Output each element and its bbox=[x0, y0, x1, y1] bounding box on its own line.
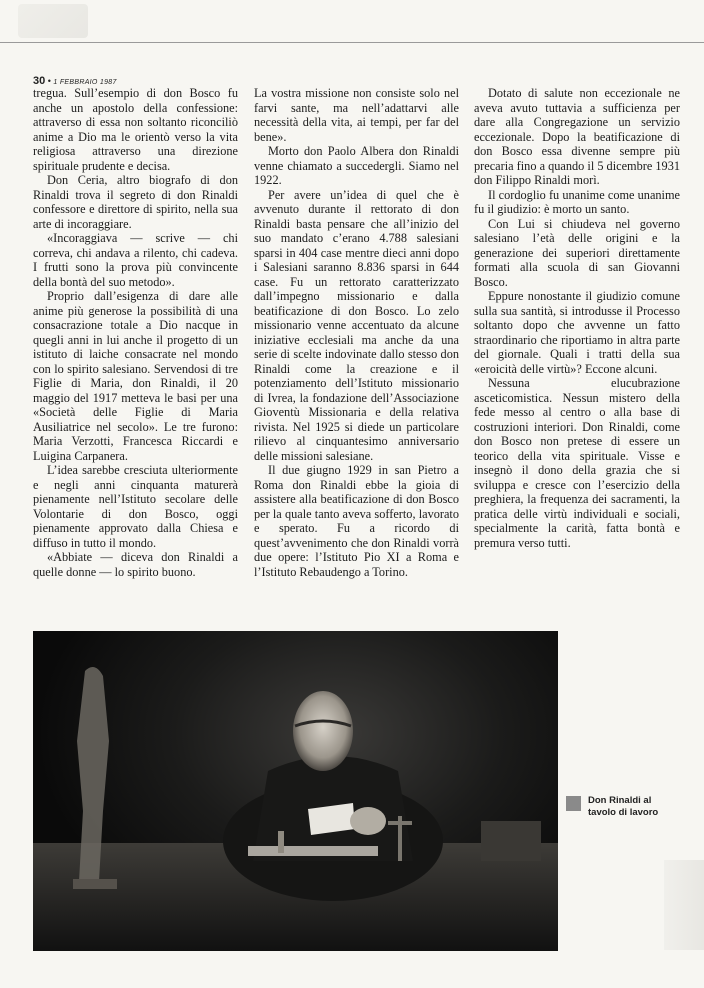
statuette-base bbox=[73, 879, 117, 889]
paragraph: Proprio dall’esigenza di dare alle anime più generose la possibilità di una consacrazione totale a Dio nacque in quegli anni in lui anche il progetto di un istituto di laiche consacrate nel mondo con lo spirito salesiano. Servendosi di tre Figlie di Maria, don Rinaldi, il 20 maggio del 1917 metteva le basi per una «Società delle Figlie di Maria Ausiliatrice nel secolo». Le tre furono: Maria Verzotti, Francesca Riccardi e Luigina Carpanera. bbox=[33, 289, 238, 463]
photo-don-rinaldi bbox=[33, 631, 558, 951]
header-rule bbox=[0, 42, 704, 43]
photo-illustration bbox=[33, 631, 558, 951]
caption-marker bbox=[566, 796, 581, 811]
face bbox=[293, 691, 353, 771]
paragraph: Il cordoglio fu unanime come unanime fu il giudizio: è morto un santo. bbox=[474, 187, 680, 216]
issue-date: 1 FEBBRAIO 1987 bbox=[53, 79, 117, 86]
paragraph: La vostra missione non consiste solo nel farvi sante, ma nell’adattarvi alle necessità della vita, ai tempi, per far del bene». bbox=[254, 86, 459, 144]
text-column-3 bbox=[474, 86, 680, 550]
paragraph: Eppure nonostante il giudizio comune sulla sua santità, si introdusse il Processo soltanto dopo che avvenne un fatto straordinario che riportiamo in altra parte del giornale. Quali i tratti della sua «eroicità delle virtù»? Eccone alcuni. bbox=[474, 289, 680, 376]
crucifix-bar bbox=[388, 821, 412, 825]
text-column-2 bbox=[254, 86, 459, 579]
paragraph: Il due giugno 1929 in san Pietro a Roma don Rinaldi ebbe la gioia di assistere alla beatificazione di don Bosco per la quale tanto aveva sofferto, lavorato e sperato. Fu a ricordo di quest’avvenimento che don Rinaldi vorrà due opere: l’Istituto Pio XI a Roma e l’Istituto Rebaudengo a Torino. bbox=[254, 463, 459, 579]
pen-stand bbox=[278, 831, 284, 853]
paragraph: «Incoraggiava — scrive — chi correva, chi andava a rilento, chi cadeva. I frutti sono la prova più convincente della bontà del suo metodo». bbox=[33, 231, 238, 289]
faded-masthead-mark bbox=[18, 4, 88, 38]
faded-bleed-through bbox=[664, 860, 704, 950]
paragraph: Morto don Paolo Albera don Rinaldi venne chiamato a succedergli. Siamo nel 1922. bbox=[254, 144, 459, 187]
folio-separator: • bbox=[47, 76, 54, 86]
books-stack bbox=[481, 821, 541, 861]
inkwell-tray bbox=[248, 846, 378, 856]
page-number: 30 bbox=[33, 75, 46, 87]
paragraph: Dotato di salute non eccezionale ne aveva avuto tuttavia a sufficienza per dare alla Congregazione un servizio eccezionale. Dopo la beatificazione di don Bosco essa divenne sempre più precaria fino a quando il 5 dicembre 1931 don Filippo Rinaldi morì. bbox=[474, 86, 680, 187]
paragraph: L’idea sarebbe cresciuta ulteriormente e negli anni cinquanta maturerà pienamente nell’Istituto secolare delle Volontarie di don Bosco, oggi pienamente approvato dalla Chiesa e diffuso in tutto il mondo. bbox=[33, 463, 238, 550]
paragraph: Don Ceria, altro biografo di don Rinaldi trova il segreto di don Rinaldi confessore e direttore di spirito, nella sua arte di incoraggiare. bbox=[33, 173, 238, 231]
paragraph: Per avere un’idea di quel che è avvenuto durante il rettorato di don Rinaldi basta pensare che all’inizio del suo mandato c’erano 4.788 salesiani sparsi in 404 case mentre dieci anni dopo i Salesiani saranno 8.836 sparsi in 644 case. Fu un rettorato caratterizzato dall’impegno missionario e dalla beatificazione di don Bosco. Lo zelo missionario venne accentuato da alcune iniziative ecclesiali ma anche da una serie di scelte indovinate dallo stesso don Rinaldi come la creazione e il potenziamento dell’Istituto missionario di Ivrea, la fondazione dell’Associazione Gioventù Missionaria e della relativa rivista. Nel 1925 si diede un particolare rilievo al cinquantesimo anniversario delle missioni salesiane. bbox=[254, 187, 459, 463]
paragraph: Nessuna elucubrazione asceticomistica. Nessun mistero della fede messo al centro o alla base di costruzioni interiori. Don Rinaldi, come don Bosco non pretese di essere un teorico della vita spirituale. Visse e insegnò il dono della grazia che si sviluppa e cresce con l’esercizio della preghiera, la frequenza dei sacramenti, la pratica delle virtù individuali e sociali, specialmente la carità, fatta bontà e premura verso tutti. bbox=[474, 376, 680, 550]
caption-line-1: Don Rinaldi al bbox=[588, 795, 652, 806]
hand bbox=[350, 807, 386, 835]
caption-line-2: tavolo di lavoro bbox=[588, 807, 659, 818]
paragraph: tregua. Sull’esempio di don Bosco fu anche un apostolo della confessione: attraverso di essa non soltanto riconciliò anime a Dio ma le orientò verso la vita religiosa attraverso una direzione spirituale prudente e decisa. bbox=[33, 86, 238, 173]
text-column-1 bbox=[33, 86, 238, 579]
photo-caption bbox=[588, 795, 658, 819]
paragraph: Con Lui si chiudeva nel governo salesiano l’età delle origini e la generazione dei superiori direttamente formati alla scuola di san Giovanni Bosco. bbox=[474, 216, 680, 289]
paragraph: «Abbiate — diceva don Rinaldi a quelle donne — lo spirito buono. bbox=[33, 550, 238, 579]
